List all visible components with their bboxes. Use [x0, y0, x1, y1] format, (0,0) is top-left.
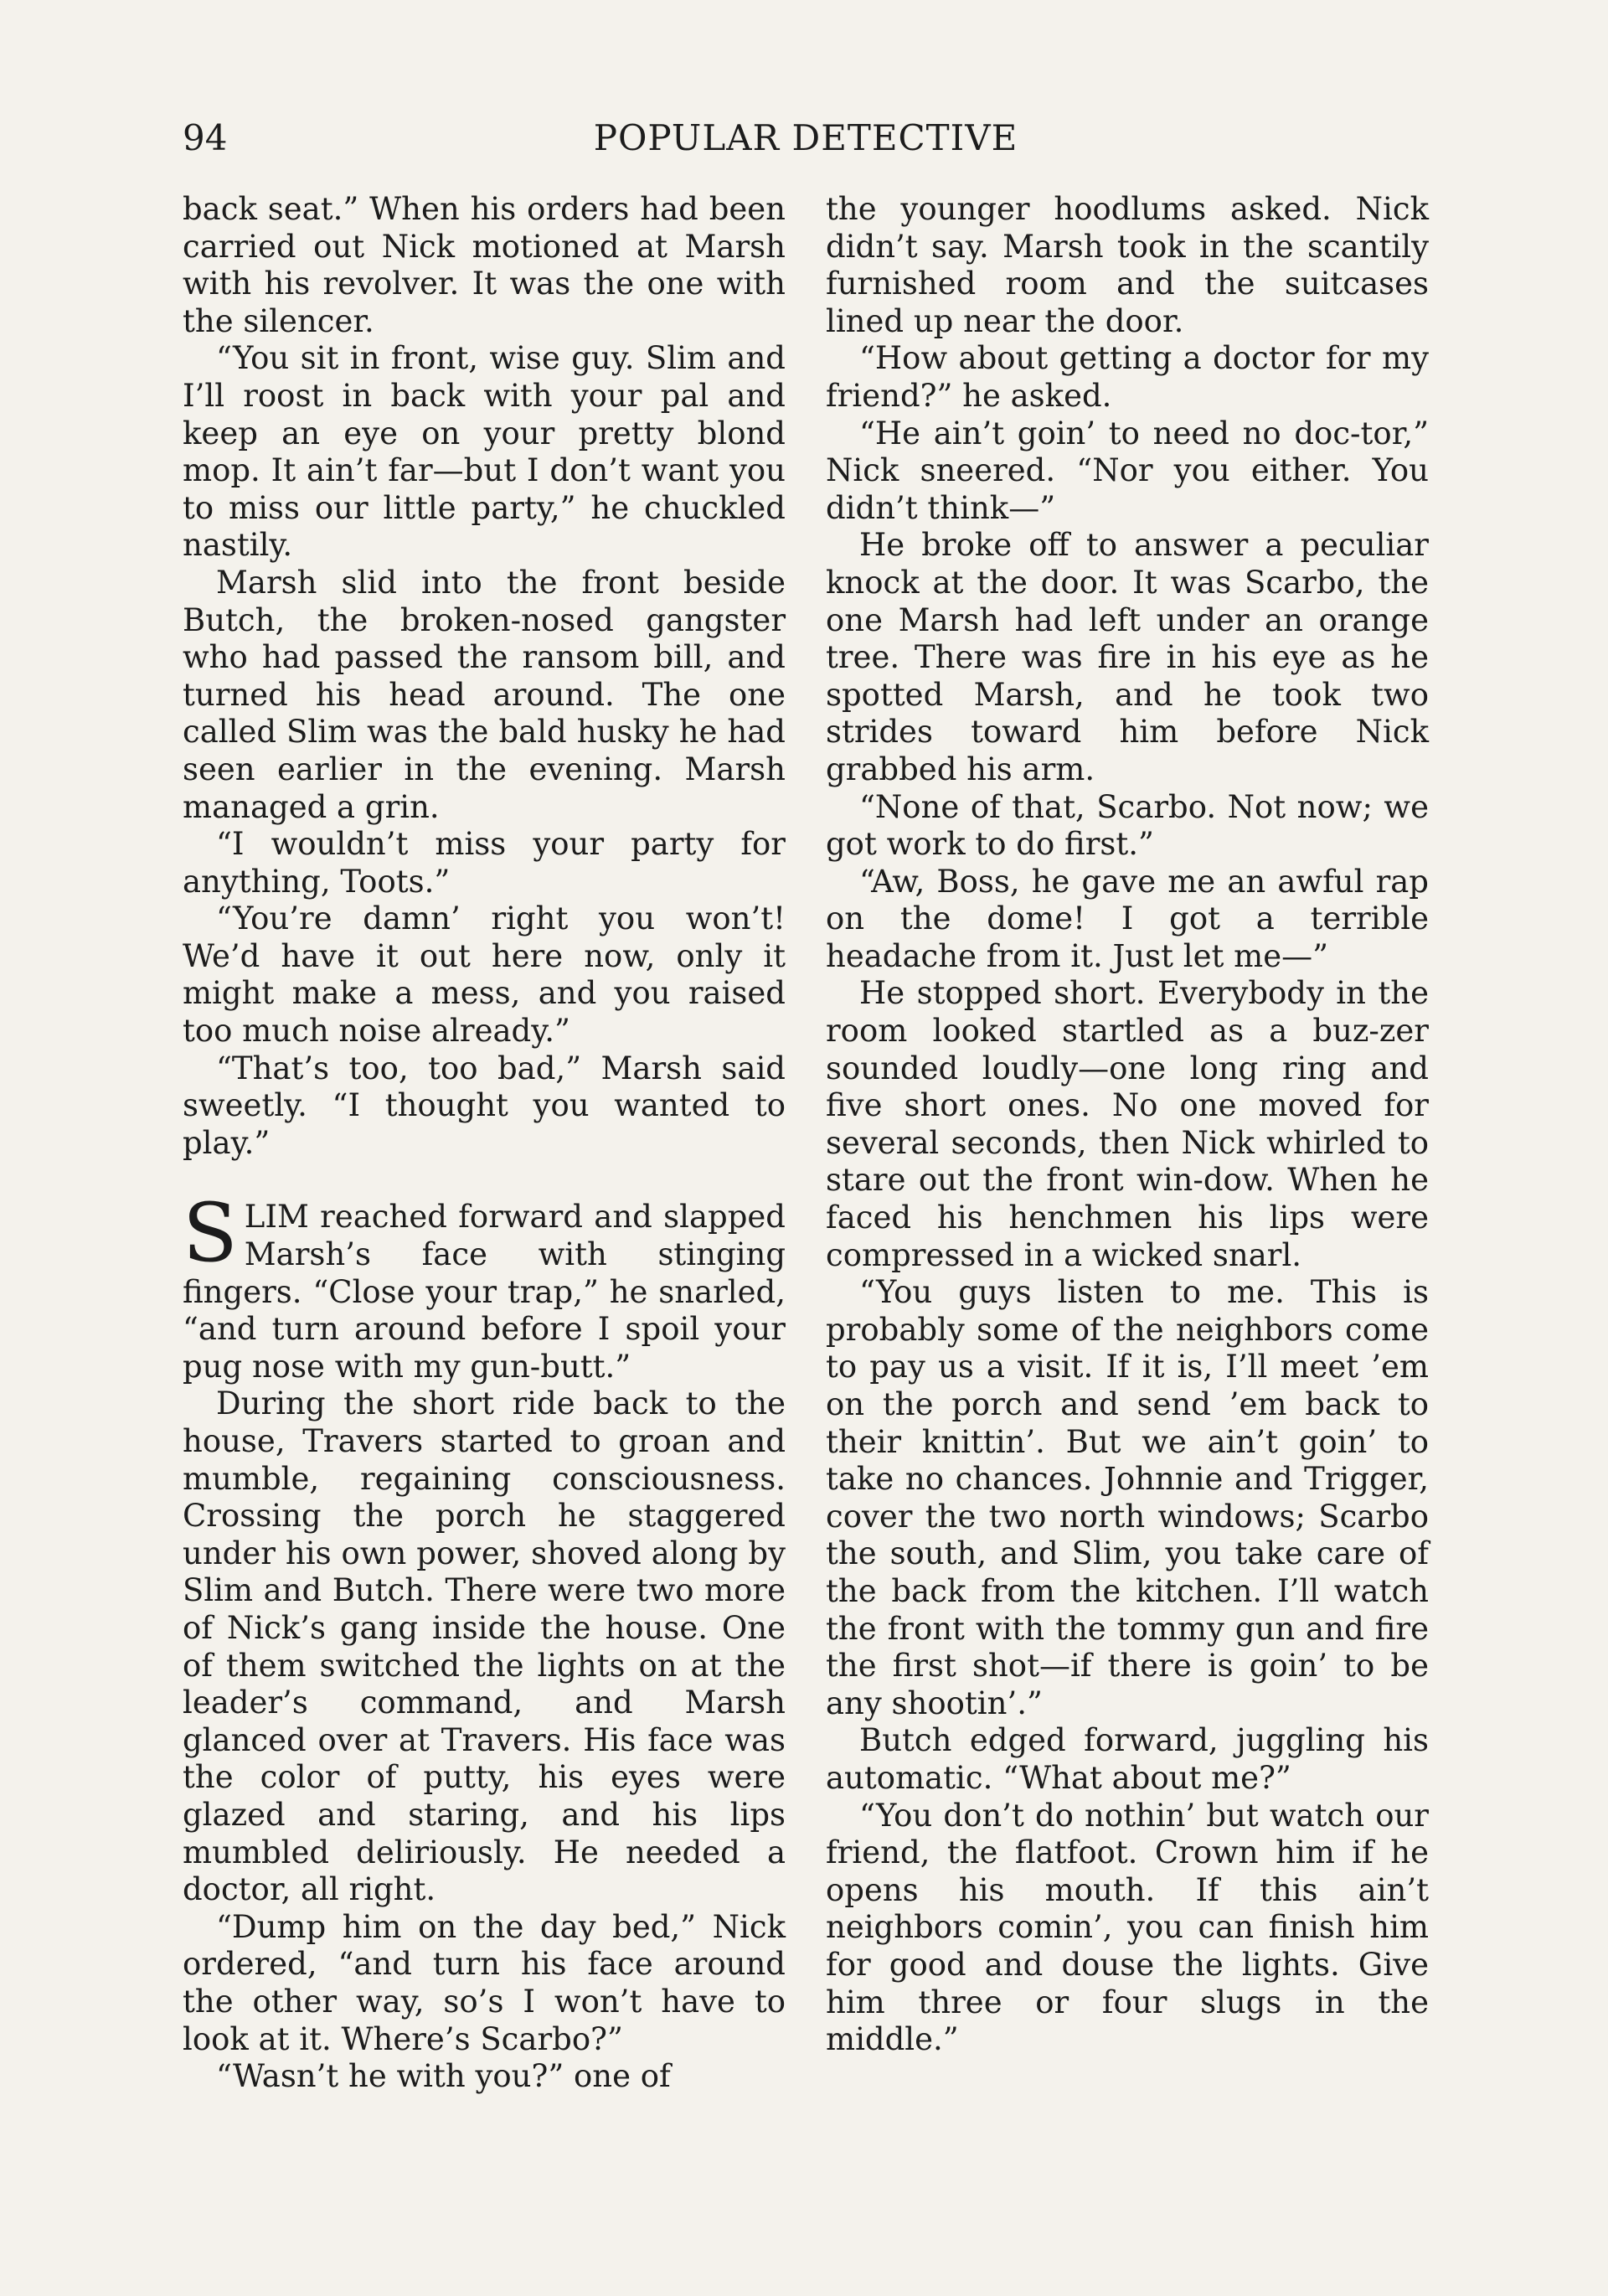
paragraph: “I wouldn’t miss your party for anything, Toots.”	[183, 826, 786, 900]
paragraph: “None of that, Scarbo. Not now; we got work to do first.”	[826, 788, 1429, 863]
paragraph: “He ain’t goin’ to need no doc-tor,” Nick sneered. “Nor you either. You didn’t think—”	[826, 415, 1429, 526]
paragraph: He broke off to answer a peculiar knock at the door. It was Scarbo, the one Marsh had left under an orange tree. There was fire in his eye as he spotted Marsh, and he took two strides toward him before Nick grabbed his arm.	[826, 527, 1429, 787]
paragraph: “You’re damn’ right you won’t! We’d have it out here now, only it might make a mess, and you raised too much noise already.”	[183, 900, 786, 1050]
running-title: POPULAR DETECTIVE	[593, 117, 1018, 158]
paragraph: “How about getting a doctor for my friend?” he asked.	[826, 340, 1429, 414]
paragraph: “You don’t do nothin’ but watch our friend, the flatfoot. Crown him if he opens his mouth. If this ain’t neighbors comin’, you can finish him for good and douse the lights. Give him three or four slugs in the middle.”	[826, 1797, 1429, 2058]
paragraph: the younger hoodlums asked. Nick didn’t say. Marsh took in the scantily furnished room and the suitcases lined up near the door.	[826, 191, 1429, 339]
left-column	[183, 191, 786, 2096]
drop-cap: S	[183, 1186, 238, 1281]
page-header	[183, 113, 1429, 163]
paragraph: “You sit in front, wise guy. Slim and I’ll roost in back with your pal and keep an eye on your pretty blond mop. It ain’t far—but I don’t want you to miss our little party,” he chuckled nastily.	[183, 340, 786, 564]
paragraph: “Wasn’t he with you?” one of	[216, 2058, 671, 2095]
paragraph: “You guys listen to me. This is probably some of the neighbors come to pay us a visit. If it is, I’ll meet ’em on the porch and send ’em back to their knittin’. But we ain’t goin’ to take no chances. Johnnie and Trigger, cover the two north windows; Scarbo the south, and Slim, you take care of the back from the kitchen. I’ll watch the front with the tommy gun and fire the first shot—if there is goin’ to be any shootin’.”	[826, 1274, 1429, 1721]
paragraph: During the short ride back to the house, Travers started to groan and mumble, regaining consciousness. Crossing the porch he staggered under his own power, shoved along by Slim and Butch. There were two more of Nick’s gang inside the house. One of them switched the lights on at the leader’s command, and Marsh glanced over at Travers. His face was the color of putty, his eyes were glazed and staring, and his lips mumbled deliriously. He needed a doctor, all right.	[183, 1385, 786, 1908]
paragraph: “Dump him on the day bed,” Nick ordered, “and turn his face around the other way, so’s I won’t have to look at it. Where’s Scarbo?”	[183, 1908, 786, 2057]
paragraph: He stopped short. Everybody in the room looked startled as a buz-zer sounded loudly—one long ring and five short ones. No one moved for several seconds, then Nick whirled to stare out the front win-dow. When he faced his henchmen his lips were compressed in a wicked snarl.	[826, 975, 1429, 1273]
paragraph: “Aw, Boss, he gave me an awful rap on the dome! I got a terrible headache from it. Just let me—”	[826, 863, 1429, 974]
right-column	[826, 191, 1429, 2059]
paragraph-with-drop-cap	[183, 1186, 786, 1385]
page-number: 94	[183, 117, 228, 158]
paragraph: “That’s too, too bad,” Marsh said sweetly. “I thought you wanted to play.”	[183, 1050, 786, 1161]
paragraph: Butch edged forward, juggling his automatic. “What about me?”	[826, 1722, 1429, 1796]
paragraph-text: LIM reached forward and slapped Marsh’s face with stinging fingers. “Close your trap,” he snarled, “and turn around before I spoil your pug nose with my gun-butt.”	[183, 1199, 786, 1385]
section-break	[183, 1162, 786, 1199]
paragraph: Marsh slid into the front beside Butch, the broken-nosed gangster who had passed the ransom bill, and turned his head around. The one called Slim was the bald husky he had seen earlier in the evening. Marsh managed a grin.	[183, 564, 786, 825]
paragraph: back seat.” When his orders had been carried out Nick motioned at Marsh with his revolver. It was the one with the silencer.	[183, 191, 786, 339]
